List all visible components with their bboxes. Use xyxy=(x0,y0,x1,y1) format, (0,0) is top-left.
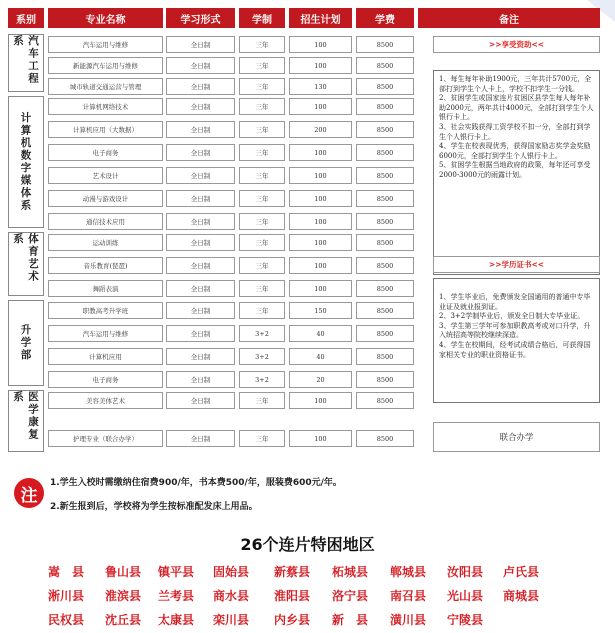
cell-fee: 8500 xyxy=(356,280,414,297)
aid-note-5: 5、贫困学生根据当地政府的政策，每年还可享受2000-3000元的雨露计划。 xyxy=(439,161,591,179)
county-name: 内乡县 xyxy=(274,613,311,627)
county-name: 潢川县 xyxy=(390,613,427,627)
cell-fee: 8500 xyxy=(356,302,414,319)
cell-plan: 100 xyxy=(289,430,352,447)
cell-form: 全日制 xyxy=(166,57,235,74)
cert-note-1: 1、学生毕业后，免费颁发全国通用的普通中专毕业证及就业报到证。 xyxy=(439,293,591,311)
cell-years: 三年 xyxy=(239,213,285,230)
county-name: 新蔡县 xyxy=(274,565,311,579)
county-name: 镇平县 xyxy=(158,565,195,579)
cell-major: 汽车运用与维修 xyxy=(48,325,163,342)
cell-form: 全日制 xyxy=(166,257,235,274)
cell-years: 三年 xyxy=(239,392,285,409)
cell-plan: 100 xyxy=(289,392,352,409)
cell-form: 全日制 xyxy=(166,190,235,207)
header-tuition: 学费 xyxy=(356,8,414,28)
cell-years: 三年 xyxy=(239,98,285,115)
cell-years: 三年 xyxy=(239,36,285,53)
cell-plan: 130 xyxy=(289,78,352,95)
county-name: 淅川县 xyxy=(48,589,85,603)
cell-fee: 8500 xyxy=(356,371,414,388)
department-cell: 医学康复系 xyxy=(8,390,44,452)
cell-major: 城市轨道交通运营与管理 xyxy=(48,78,163,95)
cell-form: 全日制 xyxy=(166,213,235,230)
cell-years: 三年 xyxy=(239,57,285,74)
county-name: 新 县 xyxy=(332,613,369,627)
cell-fee: 8500 xyxy=(356,121,414,138)
cert-note-3: 3、学生第三学年可参加职教高考或对口升学，升入统招高等院校继续深造。 xyxy=(439,321,591,340)
cell-years: 3+2 xyxy=(239,348,285,365)
cell-major: 计算机网络技术 xyxy=(48,98,163,115)
cell-major: 职教高考升学班 xyxy=(48,302,163,319)
aid-notes xyxy=(433,70,600,275)
cert-note-2: 2、3+2学制毕业后，颁发全日制大专毕业证。 xyxy=(439,312,585,321)
cell-years: 三年 xyxy=(239,280,285,297)
cell-fee: 8500 xyxy=(356,144,414,161)
county-name: 兰考县 xyxy=(158,589,195,603)
county-name: 沈丘县 xyxy=(105,613,142,627)
cell-form: 全日制 xyxy=(166,325,235,342)
cell-fee: 8500 xyxy=(356,36,414,53)
cell-form: 全日制 xyxy=(166,348,235,365)
cert-notes xyxy=(433,278,600,403)
cell-major: 艺术设计 xyxy=(48,167,163,184)
cell-form: 全日制 xyxy=(166,167,235,184)
cell-plan: 150 xyxy=(289,302,352,319)
county-name: 南召县 xyxy=(390,589,427,603)
cell-form: 全日制 xyxy=(166,302,235,319)
county-name: 栾川县 xyxy=(213,613,250,627)
cell-plan: 100 xyxy=(289,280,352,297)
county-name: 固始县 xyxy=(213,565,250,579)
county-name: 商城县 xyxy=(503,589,540,603)
county-name: 民权县 xyxy=(48,613,85,627)
cell-fee: 8500 xyxy=(356,392,414,409)
cell-fee: 8500 xyxy=(356,167,414,184)
county-name: 洛宁县 xyxy=(332,589,369,603)
cell-years: 3+2 xyxy=(239,371,285,388)
cell-form: 全日制 xyxy=(166,36,235,53)
aid-note-1: 1、每生每年补助1900元，三年共计5700元，全部打到学生个人卡上，学校不扣学生一分钱。 xyxy=(439,75,592,93)
cell-fee: 8500 xyxy=(356,325,414,342)
cell-form: 全日制 xyxy=(166,234,235,251)
cell-form: 全日制 xyxy=(166,371,235,388)
cell-plan: 20 xyxy=(289,371,352,388)
footnote-line-2: 2.新生报到后，学校将为学生按标准配发床上用品。 xyxy=(50,502,258,512)
department-cell: 体育艺术系 xyxy=(8,232,44,296)
cell-major: 动漫与游戏设计 xyxy=(48,190,163,207)
cell-form: 全日制 xyxy=(166,280,235,297)
cell-major: 电子商务 xyxy=(48,144,163,161)
aid-note-3: 3、社会实践获得工资学校不扣一分，全部打到学生个人银行卡上。 xyxy=(439,122,591,141)
cert-title: >>学历证书<< xyxy=(433,256,600,273)
cert-note-4: 4、学生在校期间，经考试成绩合格后，可获得国家相关专业的职业资格证书。 xyxy=(439,340,591,359)
county-name: 光山县 xyxy=(447,589,484,603)
cell-plan: 100 xyxy=(289,98,352,115)
header-enrollment-plan: 招生计划 xyxy=(289,8,352,28)
cell-fee: 8500 xyxy=(356,430,414,447)
department-cell: 汽车工程系 xyxy=(8,34,44,92)
enrollment-table xyxy=(8,34,600,452)
county-name: 郸城县 xyxy=(390,565,427,579)
cell-plan: 100 xyxy=(289,144,352,161)
cell-major: 新能源汽车运用与维修 xyxy=(48,57,163,74)
county-name: 商水县 xyxy=(213,589,250,603)
cell-plan: 100 xyxy=(289,213,352,230)
county-name: 汝阳县 xyxy=(447,565,484,579)
cell-major: 汽车运用与维修 xyxy=(48,36,163,53)
cell-plan: 100 xyxy=(289,57,352,74)
county-name: 鲁山县 xyxy=(105,565,142,579)
cell-major: 舞蹈表演 xyxy=(48,280,163,297)
cell-years: 三年 xyxy=(239,257,285,274)
cell-years: 三年 xyxy=(239,302,285,319)
cell-years: 三年 xyxy=(239,78,285,95)
cell-plan: 40 xyxy=(289,325,352,342)
cell-major: 通信技术应用 xyxy=(48,213,163,230)
cell-plan: 100 xyxy=(289,36,352,53)
cell-form: 全日制 xyxy=(166,144,235,161)
footnote-line-1: 1.学生入校时需缴纳住宿费900/年，书本费500/年，服装费600元/年。 xyxy=(50,478,342,488)
cell-major: 运动训练 xyxy=(48,234,163,251)
joint-education-cell: 联合办学 xyxy=(433,422,600,452)
cell-major: 护理专业（联合办学） xyxy=(48,430,163,447)
county-name: 卢氏县 xyxy=(503,565,540,579)
cell-fee: 8500 xyxy=(356,190,414,207)
cell-fee: 8500 xyxy=(356,98,414,115)
department-cell: 升学部 xyxy=(8,300,44,386)
header-study-form: 学习形式 xyxy=(166,8,235,28)
county-name: 嵩 县 xyxy=(48,565,85,579)
header-department: 系别 xyxy=(8,8,44,28)
department-cell: 计算机数字媒体系 xyxy=(8,96,44,228)
cell-plan: 40 xyxy=(289,348,352,365)
cell-years: 三年 xyxy=(239,190,285,207)
cell-major: 美容美体艺术 xyxy=(48,392,163,409)
county-name: 淮阳县 xyxy=(274,589,311,603)
cell-form: 全日制 xyxy=(166,121,235,138)
aid-title: >>享受资助<< xyxy=(433,36,600,53)
cell-fee: 8500 xyxy=(356,57,414,74)
cell-fee: 8500 xyxy=(356,257,414,274)
cell-form: 全日制 xyxy=(166,98,235,115)
note-badge: 注 xyxy=(14,478,44,508)
cell-fee: 8500 xyxy=(356,213,414,230)
aid-note-4: 4、学生在校表现优秀，获得国家励志奖学金奖励6000元，全部打到学生个人银行卡上。 xyxy=(439,142,591,160)
cell-major: 计算机应用（大数据） xyxy=(48,121,163,138)
cell-major: 电子商务 xyxy=(48,371,163,388)
cell-form: 全日制 xyxy=(166,430,235,447)
header-duration: 学制 xyxy=(239,8,285,28)
header-major: 专业名称 xyxy=(48,8,163,28)
county-name: 太康县 xyxy=(158,613,195,627)
cell-major: 计算机应用 xyxy=(48,348,163,365)
county-name: 宁陵县 xyxy=(447,613,484,627)
cell-years: 三年 xyxy=(239,144,285,161)
cell-plan: 200 xyxy=(289,121,352,138)
cell-form: 全日制 xyxy=(166,392,235,409)
county-name: 淮滨县 xyxy=(105,589,142,603)
cell-major: 音乐教育(琵琶) xyxy=(48,257,163,274)
header-remarks: 备注 xyxy=(418,8,600,28)
aid-note-2: 2、贫困学生或国家连片贫困区县学生每人每年补助2000元，两年共计4000元，全部打到学生个人银行卡上。 xyxy=(439,94,594,122)
region-title: 26个连片特困地区 xyxy=(240,535,375,554)
cell-years: 三年 xyxy=(239,121,285,138)
cell-years: 三年 xyxy=(239,234,285,251)
cell-years: 三年 xyxy=(239,430,285,447)
county-name: 柘城县 xyxy=(332,565,369,579)
cell-fee: 8500 xyxy=(356,234,414,251)
cell-fee: 8500 xyxy=(356,348,414,365)
cell-years: 3+2 xyxy=(239,325,285,342)
cell-form: 全日制 xyxy=(166,78,235,95)
cell-years: 三年 xyxy=(239,167,285,184)
cell-plan: 100 xyxy=(289,257,352,274)
cell-plan: 100 xyxy=(289,234,352,251)
cell-plan: 100 xyxy=(289,167,352,184)
cell-fee: 8500 xyxy=(356,78,414,95)
cell-plan: 100 xyxy=(289,190,352,207)
